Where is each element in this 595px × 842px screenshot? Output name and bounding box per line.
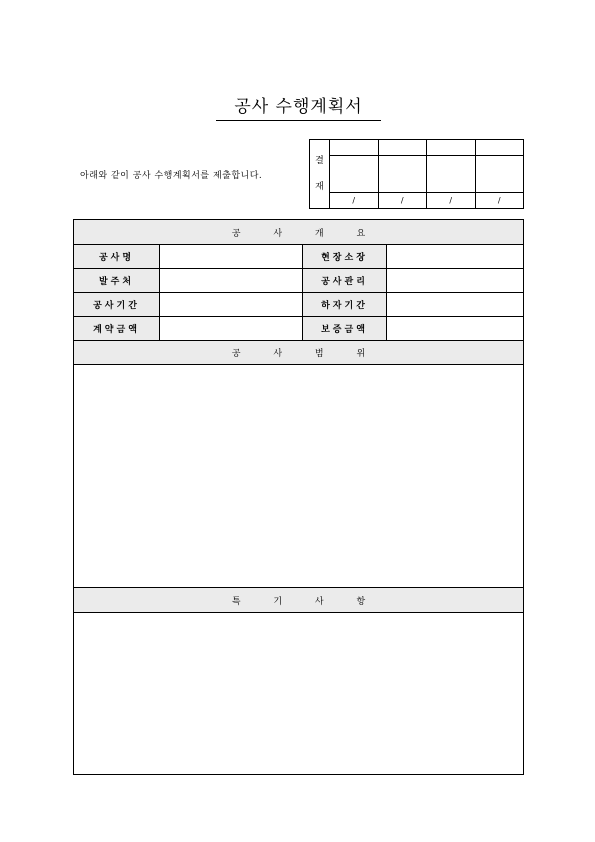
label-site-manager: 현장소장 <box>303 245 387 268</box>
warranty-period-field[interactable] <box>387 293 523 316</box>
approval-date-cell[interactable]: / <box>449 196 453 205</box>
section-header-overview: 공 사 개 요 <box>74 220 523 245</box>
site-manager-field[interactable] <box>387 245 523 268</box>
form-row <box>74 245 523 269</box>
form-row <box>74 269 523 293</box>
period-field[interactable] <box>160 293 303 316</box>
label-warranty-period: 하자기간 <box>303 293 387 316</box>
approval-sign-cell[interactable] <box>330 156 378 193</box>
approval-label <box>310 140 330 208</box>
project-name-field[interactable] <box>160 245 303 268</box>
contract-amount-field[interactable] <box>160 317 303 340</box>
approval-date-cell[interactable]: / <box>400 196 404 205</box>
section-header-notes: 특 기 사 항 <box>74 588 523 613</box>
construction-manager-field[interactable] <box>387 269 523 292</box>
label-client: 발주처 <box>74 269 160 292</box>
approval-sign-cell[interactable] <box>476 156 524 193</box>
approval-sign-cell[interactable] <box>379 156 427 193</box>
approval-date-cell[interactable]: / <box>497 196 501 205</box>
intro-text: 아래와 같이 공사 수행계획서를 제출합니다. <box>80 171 263 181</box>
approval-label-bottom: 재 <box>315 182 324 192</box>
document-title: 공사 수행계획서 <box>216 92 381 121</box>
approval-sign-cell[interactable] <box>427 156 475 193</box>
approval-date-cell[interactable]: / <box>352 196 356 205</box>
form-row <box>74 317 523 341</box>
approval-title-cell[interactable] <box>427 140 475 156</box>
label-contract-amount: 계약금액 <box>74 317 160 340</box>
approval-column <box>330 140 379 208</box>
approval-column <box>379 140 428 208</box>
guarantee-amount-field[interactable] <box>387 317 523 340</box>
form-row <box>74 293 523 317</box>
project-form <box>73 219 524 775</box>
approval-box <box>309 139 524 209</box>
client-field[interactable] <box>160 269 303 292</box>
notes-textarea[interactable] <box>74 613 523 774</box>
section-header-scope: 공 사 범 위 <box>74 341 523 365</box>
approval-label-top: 결 <box>315 156 324 166</box>
approval-title-cell[interactable] <box>379 140 427 156</box>
label-construction-manager: 공사관리 <box>303 269 387 292</box>
approval-title-cell[interactable] <box>330 140 378 156</box>
label-guarantee-amount: 보증금액 <box>303 317 387 340</box>
label-project-name: 공사명 <box>74 245 160 268</box>
scope-textarea[interactable] <box>74 365 523 588</box>
approval-column <box>476 140 524 208</box>
label-period: 공사기간 <box>74 293 160 316</box>
approval-column <box>427 140 476 208</box>
approval-title-cell[interactable] <box>476 140 524 156</box>
